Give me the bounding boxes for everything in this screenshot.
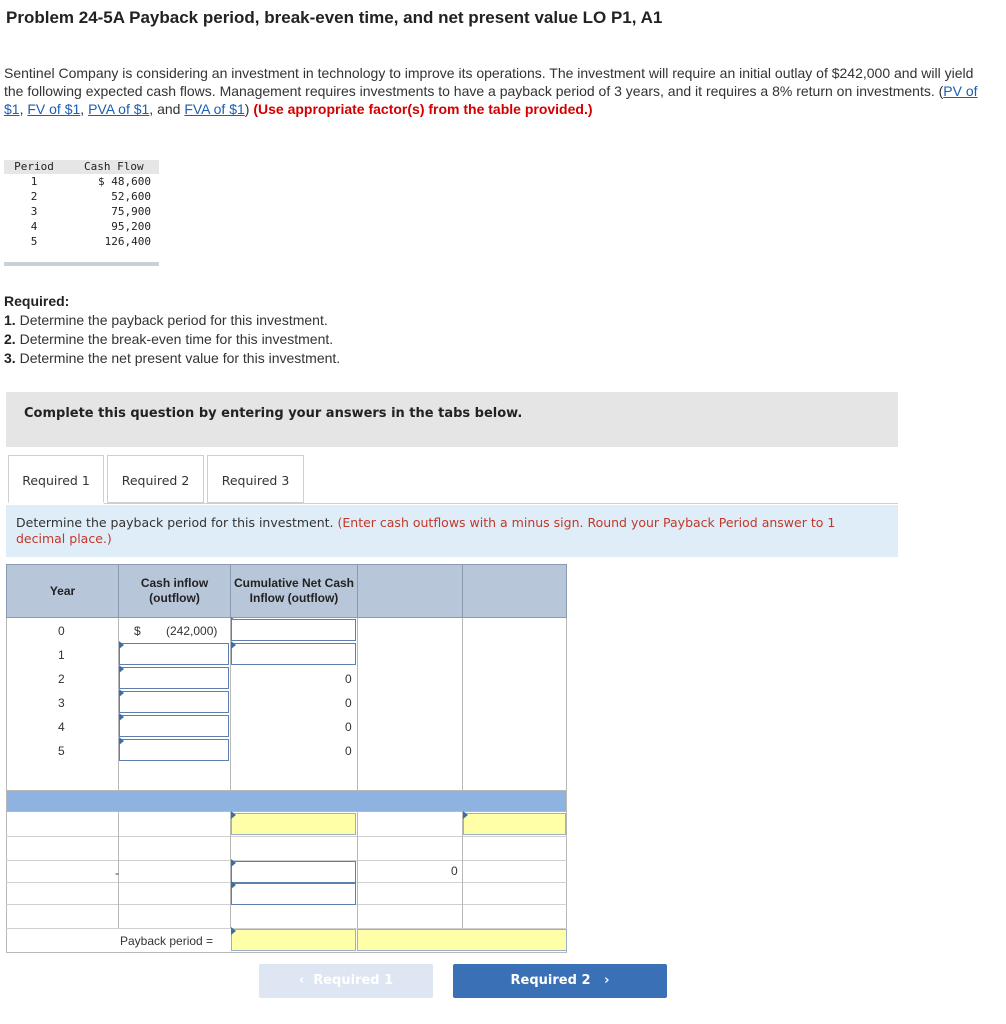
year-label: 2 xyxy=(58,672,65,686)
dash-separator: - xyxy=(115,866,119,880)
cash-inflow-input-year-5[interactable] xyxy=(119,739,229,761)
cash-inflow-header: Cash inflow (outflow) xyxy=(118,564,231,618)
list-item: 3. Determine the net present value for this investment. xyxy=(4,350,341,366)
payback-calc-input-3[interactable] xyxy=(231,861,356,883)
cumulative-header: Cumulative Net Cash Inflow (outflow) xyxy=(230,564,358,618)
problem-intro: Sentinel Company is considering an investment in technology to improve its operations. The investment will require an initial outlay of $242,000 and will yield the following expected cash flows. Management requires investments to have a payback period of 3 years, and it requires a 8% return on investments. (PV of $1, FV of $1, PVA of $1, and FVA of $1) (Use appropriate factor(s) from the table provided.) xyxy=(4,65,978,117)
year-label: 3 xyxy=(58,696,65,710)
tab-required-1[interactable]: Required 1 xyxy=(8,455,104,503)
period-header: Period xyxy=(14,160,54,173)
chevron-left-icon: ‹ xyxy=(298,973,305,988)
section-divider xyxy=(6,790,567,812)
instructions-banner: Complete this question by entering your answers in the tabs below. xyxy=(6,392,898,447)
payback-calc-input-4[interactable] xyxy=(231,883,356,905)
pva-link[interactable]: PVA of $1 xyxy=(88,101,150,117)
cumulative-input-year-1[interactable] xyxy=(231,643,356,665)
tab-required-3[interactable]: Required 3 xyxy=(207,455,304,503)
cash-flow-header: Cash Flow xyxy=(84,160,144,173)
list-item: 1. Determine the payback period for this investment. xyxy=(4,312,328,328)
cumulative-value-year-4: 0 xyxy=(345,720,352,734)
dollar-sign: $ xyxy=(134,624,141,638)
initial-outflow-value: (242,000) xyxy=(166,624,218,638)
factor-instruction: (Use appropriate factor(s) from the table provided.) xyxy=(253,101,593,117)
payback-calc-input-2[interactable] xyxy=(463,813,566,835)
cash-inflow-input-year-3[interactable] xyxy=(119,691,229,713)
blank-header-2 xyxy=(462,564,567,618)
cash-flow-table xyxy=(4,160,159,249)
year-label: 4 xyxy=(58,720,65,734)
payback-calc-input-1[interactable] xyxy=(231,813,356,835)
fv-link[interactable]: FV of $1 xyxy=(27,101,81,117)
table-row: 2 52,600 xyxy=(30,190,151,203)
table-row: 4 95,200 xyxy=(30,220,151,233)
required-list: Required: 1. Determine the payback period for this investment. 2. Determine the break-even time for this investment. 3. Determine the net present value for this investment. xyxy=(4,293,341,366)
cumulative-value-year-2: 0 xyxy=(345,672,352,686)
chevron-right-icon: › xyxy=(604,973,610,988)
payback-period-label: Payback period = xyxy=(120,934,214,948)
table-row: 3 75,900 xyxy=(30,205,151,218)
table-row: 5 126,400 xyxy=(30,235,151,248)
pv-link[interactable]: PV of $1 xyxy=(4,83,978,117)
payback-period-answer xyxy=(357,929,567,951)
prev-button[interactable]: ‹ Required 1 xyxy=(259,964,433,998)
cumulative-value-year-3: 0 xyxy=(345,696,352,710)
tab-required-2[interactable]: Required 2 xyxy=(107,455,204,503)
cumulative-value-year-5: 0 xyxy=(345,744,352,758)
table-row: 1 $ 48,600 xyxy=(30,175,151,188)
blank-header-1 xyxy=(357,564,463,618)
calc-value: 0 xyxy=(451,864,458,878)
next-button[interactable]: Required 2 › xyxy=(453,964,667,998)
fva-link[interactable]: FVA of $1 xyxy=(184,101,245,117)
cumulative-input-year-0[interactable] xyxy=(231,619,356,641)
tab-divider xyxy=(104,503,898,504)
table-scrollbar[interactable] xyxy=(4,262,159,266)
tab-instruction: Determine the payback period for this investment. (Enter cash outflows with a minus sign. Round your Payback Period answer to 1 decimal place.) xyxy=(6,505,898,557)
cash-inflow-input-year-1[interactable] xyxy=(119,643,229,665)
payback-period-input[interactable] xyxy=(231,929,356,951)
payback-worksheet xyxy=(6,564,567,954)
cash-inflow-input-year-2[interactable] xyxy=(119,667,229,689)
year-label: 1 xyxy=(58,648,65,662)
cash-inflow-input-year-4[interactable] xyxy=(119,715,229,737)
year-label: 5 xyxy=(58,744,65,758)
list-item: 2. Determine the break-even time for this investment. xyxy=(4,331,334,347)
page-title: Problem 24-5A Payback period, break-even time, and net present value LO P1, A1 xyxy=(6,8,663,27)
year-label: 0 xyxy=(58,624,65,638)
year-header: Year xyxy=(6,564,119,618)
